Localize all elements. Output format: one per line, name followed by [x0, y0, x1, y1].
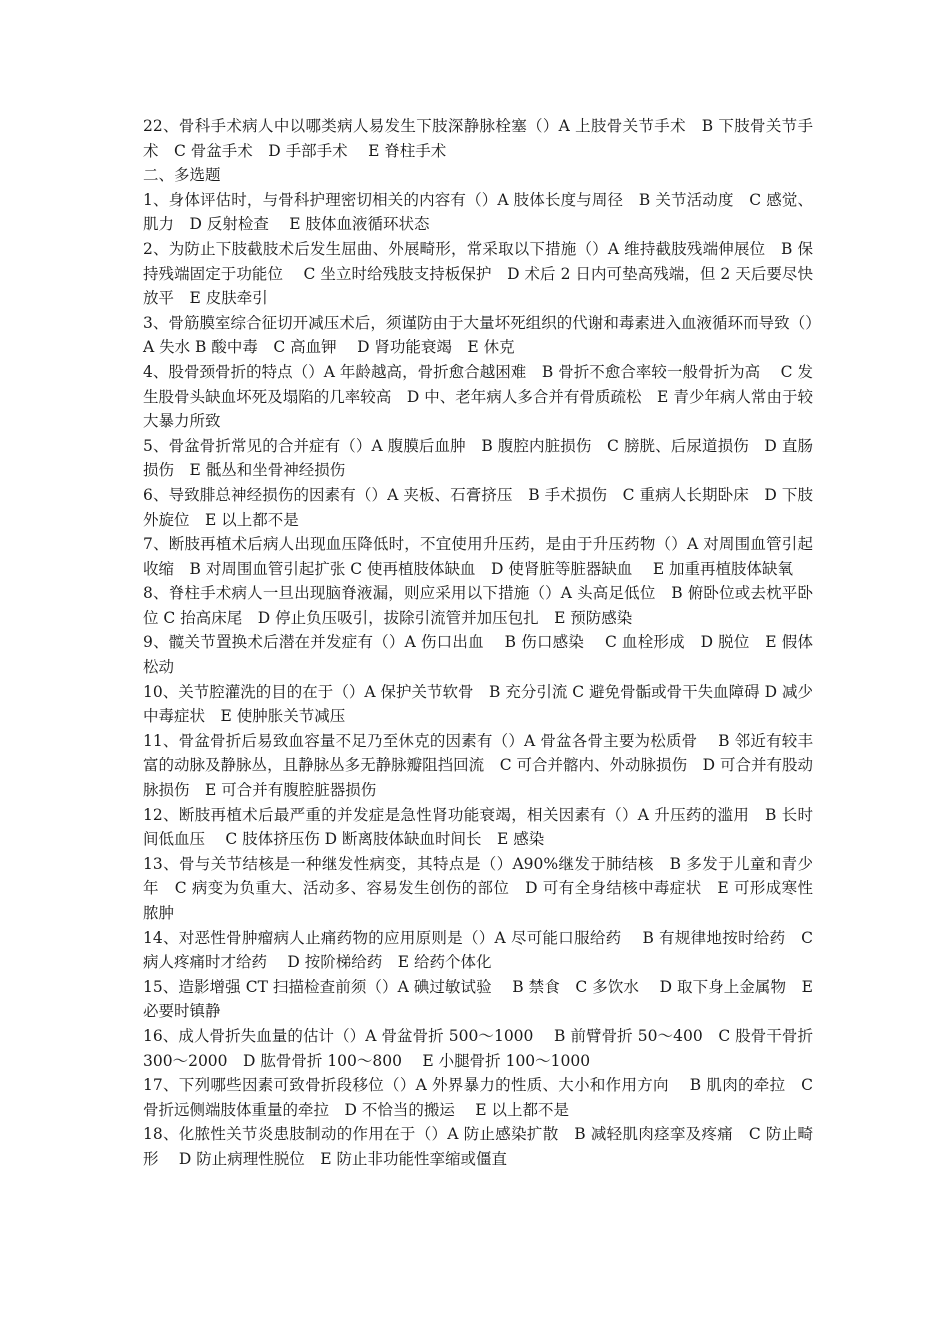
- section-heading-multiple-choice: 二、多选题: [143, 166, 221, 185]
- question-6: 6、导致腓总神经损伤的因素有（）A 夹板、石膏挤压 B 手术损伤 C 重病人长期卧床 D 下肢外旋位 E 以上都不是: [143, 485, 813, 529]
- question-13: 13、骨与关节结核是一种继发性病变，其特点是（）A90%继发于肺结核 B 多发于儿童和青少年 C 病变为负重大、活动多、容易发生创伤的部位 D 可有全身结核中毒症状 E 可形成寒性脓肿: [143, 854, 813, 922]
- question-18: 18、化脓性关节炎患肢制动的作用在于（）A 防止感染扩散 B 减轻肌肉痉挛及疼痛 C 防止畸形 D 防止病理性脱位 E 防止非功能性挛缩或僵直: [143, 1125, 813, 1168]
- question-7: 7、断肢再植术后病人出现血压降低时，不宜使用升压药，是由于升压药物（）A 对周围血管引起收缩 B 对周围血管引起扩张 C 使再植肢体缺血 D 使肾脏等脏器缺血 E 加重再植肢体缺氧: [143, 535, 813, 578]
- question-2: 2、为防止下肢截肢术后发生屈曲、外展畸形，常采取以下措施（）A 维持截肢残端伸展位 B 保持残端固定于功能位 C 坐立时给残肢支持板保护 D 术后 2 日内可垫高残端，但 2 天后要尽快放平 E 皮肤牵引: [143, 239, 813, 308]
- question-17: 17、下列哪些因素可致骨折段移位（）A 外界暴力的性质、大小和作用方向 B 肌肉的牵拉 C 骨折远侧端肢体重量的牵拉 D 不恰当的搬运 E 以上都不是: [143, 1076, 813, 1119]
- question-3: 3、骨筋膜室综合征切开减压术后，须谨防由于大量坏死组织的代谢和毒素进入血液循环而导致（）A 失水 B 酸中毒 C 高血钾 D 肾功能衰竭 E 休克: [143, 313, 813, 357]
- document-page: [143, 114, 813, 1172]
- question-1: 1、身体评估时，与骨科护理密切相关的内容有（）A 肢体长度与周径 B 关节活动度 C 感觉、肌力 D 反射检查 E 肢体血液循环状态: [143, 190, 813, 234]
- question-5: 5、骨盆骨折常见的合并症有（）A 腹膜后血肿 B 腹腔内脏损伤 C 膀胱、后尿道损伤 D 直肠损伤 E 骶丛和坐骨神经损伤: [143, 436, 813, 480]
- question-14: 14、对恶性骨肿瘤病人止痛药物的应用原则是（）A 尽可能口服给药 B 有规律地按时给药 C 病人疼痛时才给药 D 按阶梯给药 E 给药个体化: [143, 928, 813, 972]
- question-22: 22、骨科手术病人中以哪类病人易发生下肢深静脉栓塞（）A 上肢骨关节手术 B 下肢骨关节手术 C 骨盆手术 D 手部手术 E 脊柱手术: [143, 117, 813, 160]
- question-11: 11、骨盆骨折后易致血容量不足乃至休克的因素有（）A 骨盆各骨主要为松质骨 B 邻近有较丰富的动脉及静脉丛，且静脉丛多无静脉瓣阻挡回流 C 可合并髂内、外动脉损伤 D 可合并有股动脉损伤 E 可合并有腹腔脏器损伤: [143, 731, 813, 800]
- question-9: 9、髋关节置换术后潜在并发症有（）A 伤口出血 B 伤口感染 C 血栓形成 D 脱位 E 假体松动: [143, 633, 813, 677]
- question-8: 8、脊柱手术病人一旦出现脑脊液漏，则应采用以下措施（）A 头高足低位 B 俯卧位或去枕平卧位 C 抬高床尾 D 停止负压吸引，拔除引流管并加压包扎 E 预防感染: [143, 584, 813, 627]
- question-4: 4、股骨颈骨折的特点（）A 年龄越高，骨折愈合越困难 B 骨折不愈合率较一般骨折为高 C 发生股骨头缺血坏死及塌陷的几率较高 D 中、老年病人多合并有骨质疏松 E 青少年病人常由于较大暴力所致: [143, 362, 813, 431]
- question-10: 10、关节腔灌洗的目的在于（）A 保护关节软骨 B 充分引流 C 避免骨骺或骨干失血障碍 D 减少中毒症状 E 使肿胀关节减压: [143, 682, 813, 726]
- question-12: 12、断肢再植术后最严重的并发症是急性肾功能衰竭，相关因素有（）A 升压药的滥用 B 长时间低血压 C 肢体挤压伤 D 断离肢体缺血时间长 E 感染: [143, 805, 813, 849]
- question-16: 16、成人骨折失血量的估计（）A 骨盆骨折 500～1000 B 前臂骨折 50～400 C 股骨干骨折 300～2000 D 肱骨骨折 100～800 E 小腿骨折 100～1000: [143, 1026, 813, 1070]
- question-15: 15、造影增强 CT 扫描检查前须（）A 碘过敏试验 B 禁食 C 多饮水 D 取下身上金属物 E 必要时镇静: [143, 977, 813, 1021]
